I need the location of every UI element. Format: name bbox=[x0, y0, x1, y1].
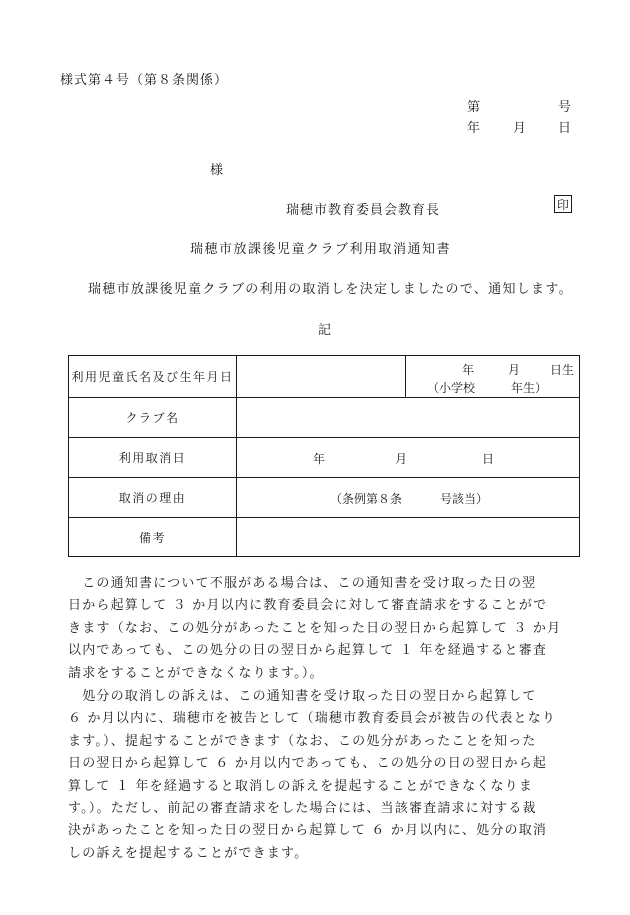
remarks-cell[interactable] bbox=[237, 518, 580, 557]
reason-cell[interactable] bbox=[237, 478, 580, 518]
table-row-reason bbox=[69, 478, 580, 518]
lawsuit-notice-paragraph: 処分の取消しの訴えは、この通知書を受け取った日の翌日から起算して ６ か月以内に、瑞穂市を被告として（瑞穂市教育委員会が被告の代表となり ます。）、提起することができます（なお、この処分があったことを知った 日の翌日から起算して ６ か月以内であっても、この処分の日の翌日から起 算して １ 年を経過すると取消しの訴えを提起することができなくなりま す。）。ただし、前記の審査請求をした場合には、当該審査請求に対する裁 決があったことを知った日の翌日から起算して ６ か月以内に、処分の取消 しの訴えを提起することができます。 bbox=[68, 689, 557, 861]
school-label: （小学校 bbox=[427, 381, 476, 395]
addressee-suffix: 様 bbox=[210, 163, 224, 178]
table-row-child bbox=[69, 356, 580, 398]
table-row-cancel-date bbox=[69, 438, 580, 478]
doc-number-prefix: 第 bbox=[467, 100, 481, 115]
table-row-club bbox=[69, 398, 580, 438]
cancel-year-label: 年 bbox=[313, 452, 326, 466]
remarks-label: 備考 bbox=[69, 518, 237, 557]
appeal-notice-paragraph: この通知書について不服がある場合は、この通知書を受け取った日の翌 日から起算して ３ か月以内に教育委員会に対して審査請求をすることがで きます（なお、この処分があったことを知った日の翌日から起算して ３ か月 以内であっても、この処分の日の翌日から起算して １ 年を経過すると審査 請求をすることができなくなります。）。 bbox=[68, 576, 562, 681]
sender-name: 瑞穂市教育委員会教育長 bbox=[286, 203, 441, 218]
intro-text: 瑞穂市放課後児童クラブの利用の取消しを決定しましたので、通知します。 bbox=[88, 282, 573, 297]
date-year-label: 年 bbox=[467, 121, 481, 136]
table-row-remarks bbox=[69, 518, 580, 557]
club-name-cell[interactable] bbox=[237, 398, 580, 438]
birth-month-label: 月 bbox=[508, 363, 521, 377]
document-title: 瑞穂市放課後児童クラブ利用取消通知書 bbox=[190, 242, 452, 257]
cancel-date-label: 利用取消日 bbox=[69, 438, 237, 478]
reason-item-applicable: 号該当） bbox=[440, 492, 489, 506]
doc-number-suffix: 号 bbox=[558, 100, 572, 115]
grade-label: 年生） bbox=[511, 381, 548, 395]
cancel-day-label: 日 bbox=[482, 452, 495, 466]
child-name-label: 利用児童氏名及び生年月日 bbox=[69, 356, 237, 398]
cancel-date-cell[interactable] bbox=[237, 438, 580, 478]
cancel-month-label: 月 bbox=[395, 452, 408, 466]
birth-day-label: 日生 bbox=[550, 363, 575, 377]
ki-heading: 記 bbox=[318, 323, 332, 338]
date-day-label: 日 bbox=[558, 121, 572, 136]
club-name-label: クラブ名 bbox=[69, 398, 237, 438]
form-number: 様式第４号（第８条関係） bbox=[60, 73, 229, 88]
seal-mark: 印 bbox=[554, 195, 572, 213]
date-month-label: 月 bbox=[513, 121, 527, 136]
birth-year-label: 年 bbox=[462, 363, 475, 377]
reason-ordinance-article: （条例第８条 bbox=[330, 492, 403, 506]
child-name-cell[interactable] bbox=[237, 356, 580, 398]
notice-table bbox=[68, 355, 580, 557]
reason-label: 取消の理由 bbox=[69, 478, 237, 518]
